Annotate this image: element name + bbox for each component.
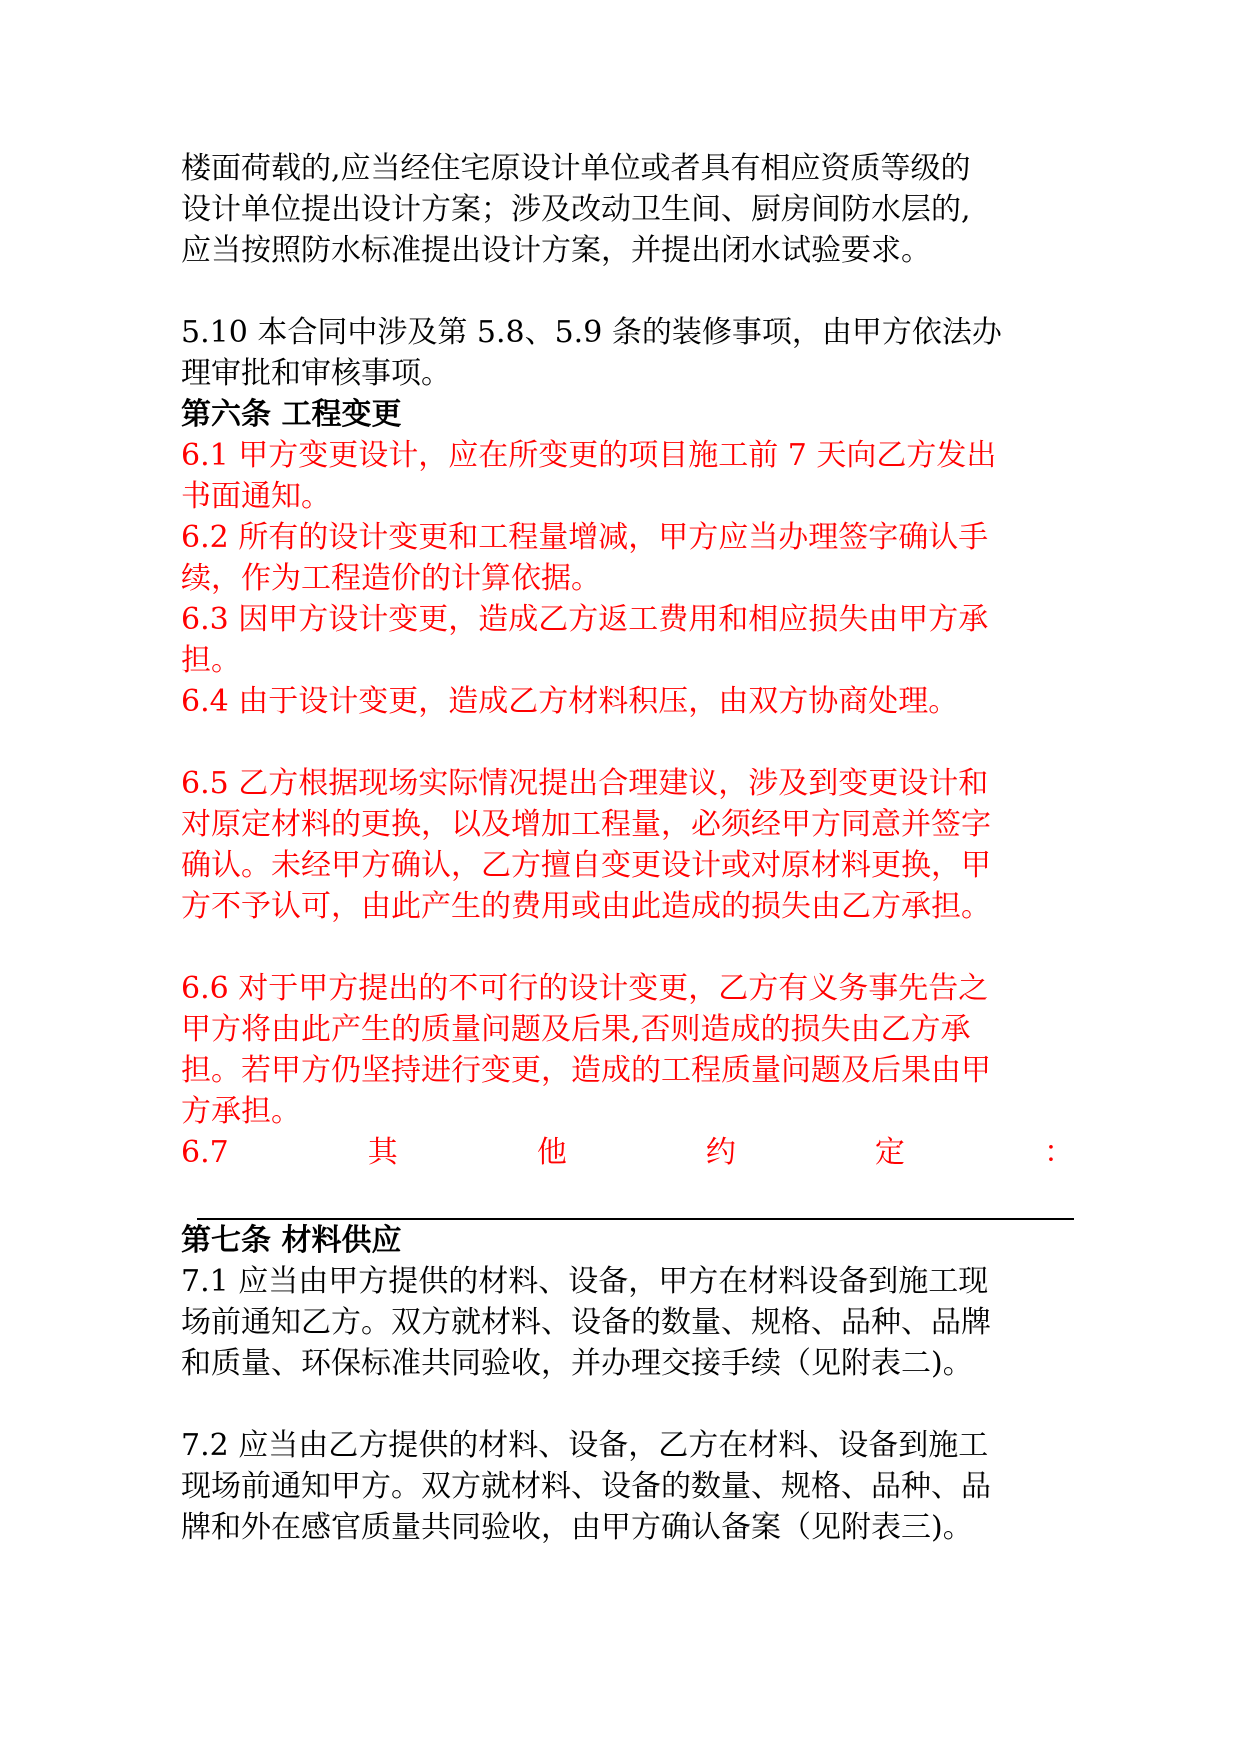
- paragraph-6-2: [181, 517, 1074, 599]
- text-line: 6.3 因甲方设计变更，造成乙方返工费用和相应损失由甲方承: [181, 602, 989, 637]
- text-line: 甲方将由此产生的质量问题及后果,否则造成的损失由乙方承: [181, 1012, 971, 1047]
- text-line: 应当按照防水标准提出设计方案，并提出闭水试验要求。: [181, 233, 931, 268]
- text-line: 5.10 本合同中涉及第 5.8、5.9 条的装修事项，由甲方依法办: [181, 315, 1002, 350]
- paragraph-6-7-other-agreements: [181, 1132, 1074, 1173]
- text-line: 6.2 所有的设计变更和工程量增减，甲方应当办理签字确认手: [181, 520, 989, 555]
- text-line: 方承担。: [181, 1094, 301, 1129]
- text-line: 6.4 由于设计变更，造成乙方材料积压，由双方协商处理。: [181, 684, 959, 719]
- text-line: 方不予认可，由此产生的费用或由此造成的损失由乙方承担。: [181, 889, 991, 924]
- text-line: 对原定材料的更换，以及增加工程量，必须经甲方同意并签字: [181, 807, 991, 842]
- text-line: 6.5 乙方根据现场实际情况提出合理建议，涉及到变更设计和: [181, 766, 989, 801]
- paragraph-5-10: [181, 312, 1074, 394]
- paragraph-7-1: [181, 1261, 1074, 1384]
- fill-in-blank-area: [181, 1173, 1074, 1218]
- text-line: 设计单位提出设计方案；涉及改动卫生间、厨房间防水层的,: [181, 192, 971, 227]
- text-line: 7.1 应当由甲方提供的材料、设备，甲方在材料设备到施工现: [181, 1264, 989, 1299]
- spread-char: 约: [705, 1135, 736, 1170]
- spread-char: 他: [536, 1135, 567, 1170]
- paragraph-gap: [181, 927, 1074, 968]
- text-line: 担。若甲方仍坚持进行变更，造成的工程质量问题及后果由甲: [181, 1053, 991, 1088]
- spread-char: 其: [367, 1135, 398, 1170]
- paragraph-6-3: [181, 599, 1074, 681]
- clause-number: 6.7: [181, 1135, 229, 1170]
- text-line: 担。: [181, 643, 241, 678]
- paragraph-6-1: [181, 435, 1074, 517]
- text-line: 6.1 甲方变更设计，应在所变更的项目施工前 7 天向乙方发出: [181, 438, 997, 473]
- text-line: 书面通知。: [181, 479, 331, 514]
- text-line: 续，作为工程造价的计算依据。: [181, 561, 601, 596]
- spread-char: 定: [874, 1135, 905, 1170]
- text-line: 7.2 应当由乙方提供的材料、设备，乙方在材料、设备到施工: [181, 1428, 989, 1463]
- article-6-heading: 第六条 工程变更: [181, 397, 402, 432]
- text-line: 场前通知乙方。双方就材料、设备的数量、规格、品种、品牌: [181, 1305, 991, 1340]
- paragraph-7-2: [181, 1425, 1074, 1548]
- spread-char: ：: [1043, 1135, 1074, 1170]
- text-line: 楼面荷载的,应当经住宅原设计单位或者具有相应资质等级的: [181, 151, 971, 186]
- text-line: 现场前通知甲方。双方就材料、设备的数量、规格、品种、品: [181, 1469, 991, 1504]
- paragraph-gap: [181, 722, 1074, 763]
- text-line: 确认。未经甲方确认，乙方擅自变更设计或对原材料更换，甲: [181, 848, 991, 883]
- paragraph-6-6: [181, 968, 1074, 1132]
- document-page: [181, 148, 1074, 1548]
- paragraph-gap: [181, 271, 1074, 312]
- paragraph-5-9-continued: [181, 148, 1074, 271]
- text-line: 理审批和审核事项。: [181, 356, 451, 391]
- text-line: 牌和外在感官质量共同验收，由甲方确认备案（见附表三)。: [181, 1510, 973, 1545]
- paragraph-6-4: [181, 681, 1074, 722]
- article-7-heading: 第七条 材料供应: [181, 1223, 402, 1258]
- text-line: 6.6 对于甲方提出的不可行的设计变更，乙方有义务事先告之: [181, 971, 989, 1006]
- text-line: 和质量、环保标准共同验收，并办理交接手续（见附表二)。: [181, 1346, 973, 1381]
- paragraph-6-5: [181, 763, 1074, 927]
- paragraph-gap: [181, 1384, 1074, 1425]
